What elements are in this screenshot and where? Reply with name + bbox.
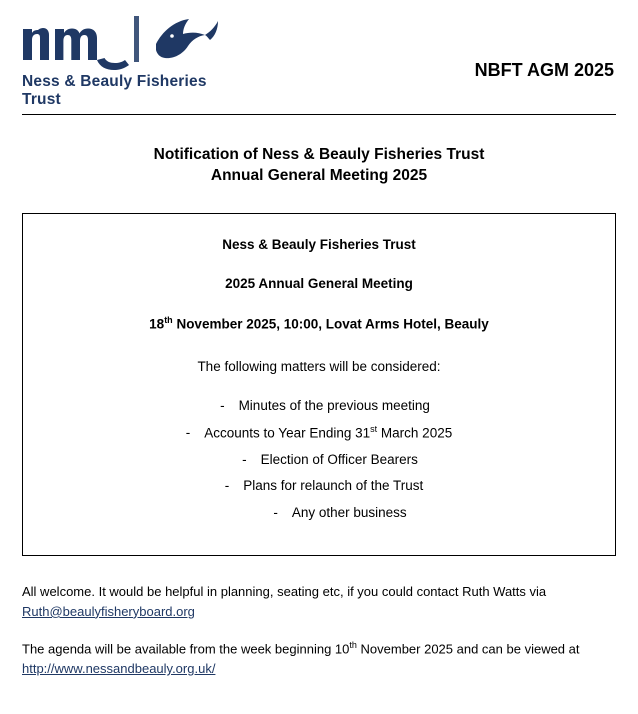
agenda-item (41, 450, 597, 470)
agenda-item (41, 503, 597, 523)
contact-paragraph (22, 582, 616, 621)
notice-organisation: Ness & Beauly Fisheries Trust (222, 236, 416, 252)
agenda-item-text: Any other business (291, 504, 407, 520)
notification-line-1: Notification of Ness & Beauly Fisheries Trust (153, 146, 485, 163)
notification-heading (22, 145, 616, 187)
agenda-item-text: Plans for relaunch of the Trust (243, 478, 424, 494)
agenda-dash: - (242, 451, 247, 467)
notice-box (22, 213, 616, 556)
agenda-item-ordinal: st (370, 423, 378, 434)
agenda-list (41, 396, 597, 522)
notice-meeting: 2025 Annual General Meeting (225, 276, 413, 292)
agenda-dash: - (220, 397, 225, 413)
agenda-item-text-before: Accounts to Year Ending 31 (204, 425, 371, 441)
document-footer (22, 582, 616, 678)
contact-text: All welcome. It would be helpful in planning, seating etc, if you could contact Ruth Watts via (22, 584, 547, 600)
notice-date-ordinal: th (164, 314, 173, 325)
notice-date-number: 18 (149, 316, 165, 332)
contact-email-link[interactable]: Ruth@beaulyfisheryboard.org (22, 603, 195, 619)
agenda-item-text: Minutes of the previous meeting (238, 397, 430, 413)
agenda-dash: - (185, 425, 191, 441)
agenda-availability-text-before: The agenda will be available from the week beginning 10 (22, 641, 350, 657)
agenda-availability-ordinal: th (349, 640, 357, 651)
document-header (22, 0, 616, 112)
notice-intro: The following matters will be considered: (197, 358, 441, 374)
header-divider (22, 114, 616, 115)
document-title: NBFT AGM 2025 (474, 60, 614, 80)
agenda-item (41, 396, 597, 416)
website-link[interactable]: http://www.nessandbeauly.org.uk/ (22, 661, 216, 677)
agenda-item-text-after: March 2025 (377, 425, 453, 441)
nbft-logo-icon (22, 10, 222, 72)
agenda-dash: - (273, 504, 278, 520)
logo-wordmark: Ness & Beauly Fisheries Trust (22, 73, 207, 108)
agenda-dash: - (224, 478, 230, 494)
agenda-item (41, 476, 597, 496)
agenda-item (41, 423, 597, 443)
agenda-availability-text-after: November 2025 and can be viewed at (356, 641, 580, 657)
notice-datetime-venue (41, 315, 597, 333)
logo-block (22, 10, 232, 109)
notification-line-2: Annual General Meeting 2025 (210, 166, 428, 184)
agenda-item-text: Election of Officer Bearers (260, 451, 418, 467)
agenda-availability-paragraph (22, 639, 616, 678)
notice-date-rest: November 2025, 10:00, Lovat Arms Hotel, Beauly (172, 316, 489, 332)
